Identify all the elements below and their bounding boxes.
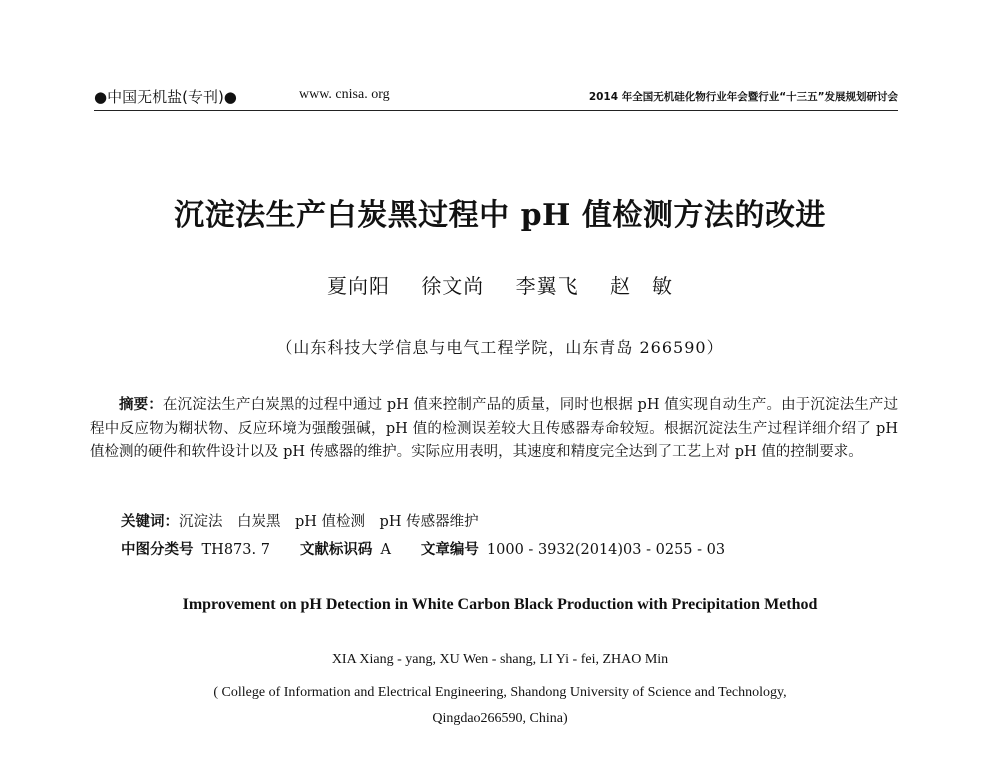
english-affiliation (0, 680, 1000, 732)
doc-code-value: A (380, 542, 391, 558)
abstract (90, 393, 898, 465)
affiliation: （山东科技大学信息与电气工程学院，山东青岛 266590） (276, 338, 724, 357)
abstract-text: 在沉淀法生产白炭黑的过程中通过 pH 值来控制产品的质量，同时也根据 pH 值实现自动生产。由于沉淀法生产过程中反应物为糊状物、反应环境为强酸强碱，pH 值的检测误差较大且传感器寿命较短。根据沉淀法生产过程详细介绍了 pH 值检测的硬件和软件设计以及 pH 传感器的维护。实际应用表明，其速度和精度完全达到了工艺上对 pH 值的控制要求。 (90, 397, 898, 460)
article-number-value: 1000 - 3932(2014)03 - 0255 - 03 (486, 542, 726, 558)
doc-code-label: 文献标识码 (299, 541, 373, 558)
journal-name: ●中国无机盐(专刊)● (94, 88, 237, 106)
keywords-label: 关键词： (121, 513, 179, 530)
clc-value: TH873. 7 (201, 542, 270, 558)
english-affiliation-line: Qingdao266590, China) (432, 711, 568, 726)
paper-title: 沉淀法生产白炭黑过程中 pH 值检测方法的改进 (174, 198, 826, 233)
author: 夏向阳 (326, 274, 390, 298)
english-title: Improvement on pH Detection in White Carbon Black Production with Precipitation Method (182, 596, 818, 613)
author-list (0, 270, 1000, 299)
author: 徐文尚 (421, 274, 485, 298)
english-affiliation-line: ( College of Information and Electrical Engineering, Shandong University of Science and Technology, (213, 685, 787, 700)
keywords (121, 510, 479, 531)
journal-url[interactable]: www. cnisa. org (299, 87, 390, 102)
author: 李翼飞 (515, 274, 579, 298)
conference-name: 2014 年全国无机硅化物行业年会暨行业“十三五”发展规划研讨会 (588, 91, 898, 103)
article-number-label: 文章编号 (420, 541, 479, 558)
author: 赵 敏 (610, 274, 674, 298)
running-header (94, 84, 898, 111)
abstract-label: 摘要： (119, 396, 163, 413)
keywords-text: 沉淀法 白炭黑 pH 值检测 pH 传感器维护 (179, 514, 479, 530)
classification-line (121, 538, 739, 559)
english-authors: XIA Xiang - yang, XU Wen - shang, LI Yi - fei, ZHAO Min (331, 652, 669, 667)
clc-label: 中图分类号 (121, 541, 194, 558)
